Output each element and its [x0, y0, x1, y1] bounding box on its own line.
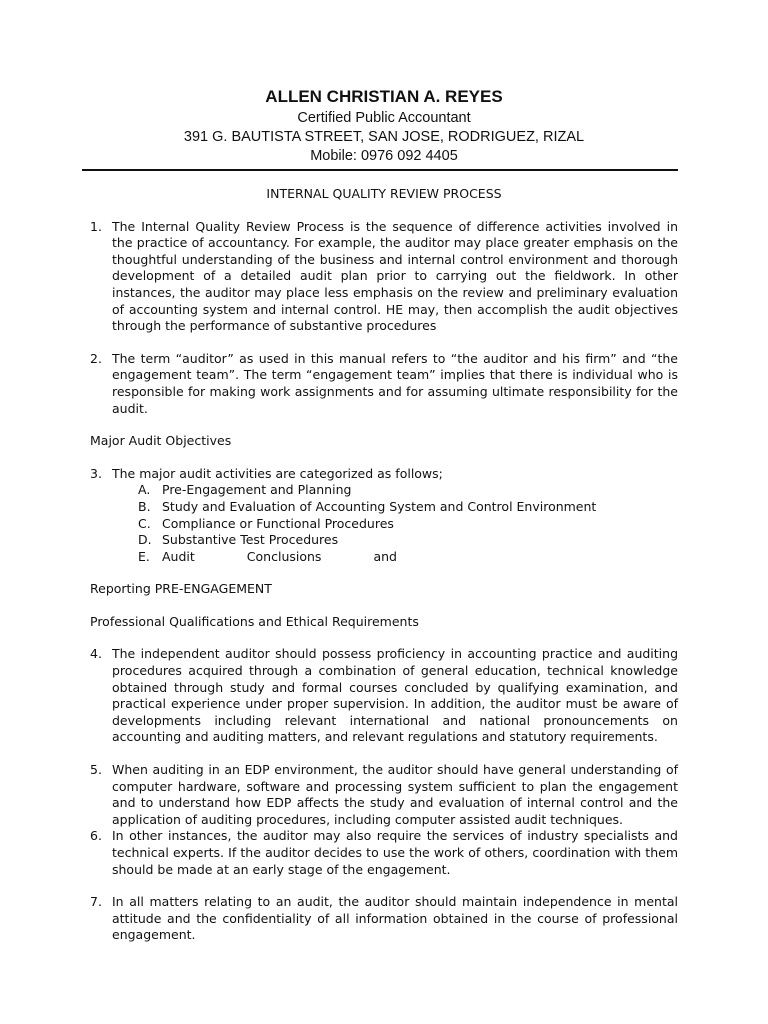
- list-item: [138, 549, 678, 566]
- paragraph-text: In all matters relating to an audit, the auditor should maintain independence in mental attitude and the confidentiality of all information obtained in the course of professional engagement.: [112, 894, 678, 943]
- list-letter: A.: [138, 482, 151, 498]
- paragraph-number: 6.: [90, 828, 102, 844]
- paragraph-5: [90, 762, 678, 828]
- paragraph-text: The Internal Quality Review Process is the sequence of difference activities involved in the practice of accountancy. For example, the auditor may place greater emphasis on the thoughtful understanding of the business and internal control environment and thorough development of a detailed audit plan prior to carrying out the fieldwork. In other instances, the auditor may place less emphasis on the review and preliminary evaluation of accounting system and internal control. HE may, then accomplish the audit objectives through the performance of substantive procedures: [112, 218, 678, 334]
- paragraph-number: 1.: [90, 218, 102, 234]
- activity-list: [90, 482, 678, 565]
- list-letter: C.: [138, 515, 151, 531]
- paragraph-4: [90, 646, 678, 746]
- section-heading-reporting: Reporting PRE-ENGAGEMENT: [90, 581, 272, 597]
- paragraph-number: 2.: [90, 350, 102, 366]
- paragraph-number: 4.: [90, 646, 102, 662]
- paragraph-text: The independent auditor should possess proficiency in accounting practice and auditing procedures acquired through a combination of general education, technical knowledge obtained through study and formal courses concluded by qualifying examination, and practical experience under proper supervision. In addition, the auditor must be aware of developments including relevant international and national pronouncements on accounting and auditing matters, and relevant regulations and statutory requirements.: [112, 646, 678, 745]
- list-text: Audit Conclusions and: [162, 548, 397, 564]
- list-letter: B.: [138, 498, 151, 514]
- list-letter: E.: [138, 548, 150, 564]
- author-address: 391 G. BAUTISTA STREET, SAN JOSE, RODRIGUEZ, RIZAL: [183, 129, 585, 145]
- author-mobile: Mobile: 0976 092 4405: [310, 148, 458, 164]
- list-item: [138, 532, 678, 549]
- paragraph-text: When auditing in an EDP environment, the auditor should have general understanding of computer hardware, software and processing system sufficient to plan the engagement and to understand how EDP affects the study and evaluation of internal control and the application of auditing procedures, including computer assisted audit techniques.: [112, 762, 678, 827]
- list-text: Study and Evaluation of Accounting System and Control Environment: [162, 498, 597, 514]
- author-name: ALLEN CHRISTIAN A. REYES: [265, 87, 503, 106]
- paragraph-3: [90, 466, 678, 483]
- document-body: [90, 186, 678, 960]
- list-text: Compliance or Functional Procedures: [162, 515, 394, 531]
- list-text: Substantive Test Procedures: [162, 532, 339, 548]
- author-title: Certified Public Accountant: [297, 110, 471, 126]
- list-letter: D.: [138, 532, 152, 548]
- paragraph-number: 5.: [90, 762, 102, 778]
- paragraph-1: [90, 219, 678, 335]
- paragraph-number: 3.: [90, 465, 102, 481]
- paragraph-7: [90, 894, 678, 944]
- section-heading-objectives: Major Audit Objectives: [90, 433, 232, 449]
- paragraph-2: [90, 351, 678, 417]
- letterhead: [0, 86, 768, 166]
- section-heading-qualifications: Professional Qualifications and Ethical Requirements: [90, 613, 419, 629]
- paragraph-6: [90, 828, 678, 878]
- document-title: INTERNAL QUALITY REVIEW PROCESS: [266, 186, 502, 201]
- list-item: [138, 516, 678, 533]
- paragraph-number: 7.: [90, 894, 102, 910]
- list-text: Pre-Engagement and Planning: [162, 482, 352, 498]
- list-item: [138, 499, 678, 516]
- header-divider: [82, 169, 678, 171]
- paragraph-text: The term “auditor” as used in this manual refers to “the auditor and his firm” and “the engagement team”. The term “engagement team” implies that there is individual who is responsible for making work assignments and for assuming ultimate responsibility for the audit.: [112, 350, 678, 416]
- paragraph-text: In other instances, the auditor may also require the services of industry specialists and technical experts. If the auditor decides to use the work of others, coordination with them should be made at an early stage of the engagement.: [112, 828, 678, 877]
- list-item: [138, 482, 678, 499]
- paragraph-text: The major audit activities are categorized as follows;: [112, 465, 443, 481]
